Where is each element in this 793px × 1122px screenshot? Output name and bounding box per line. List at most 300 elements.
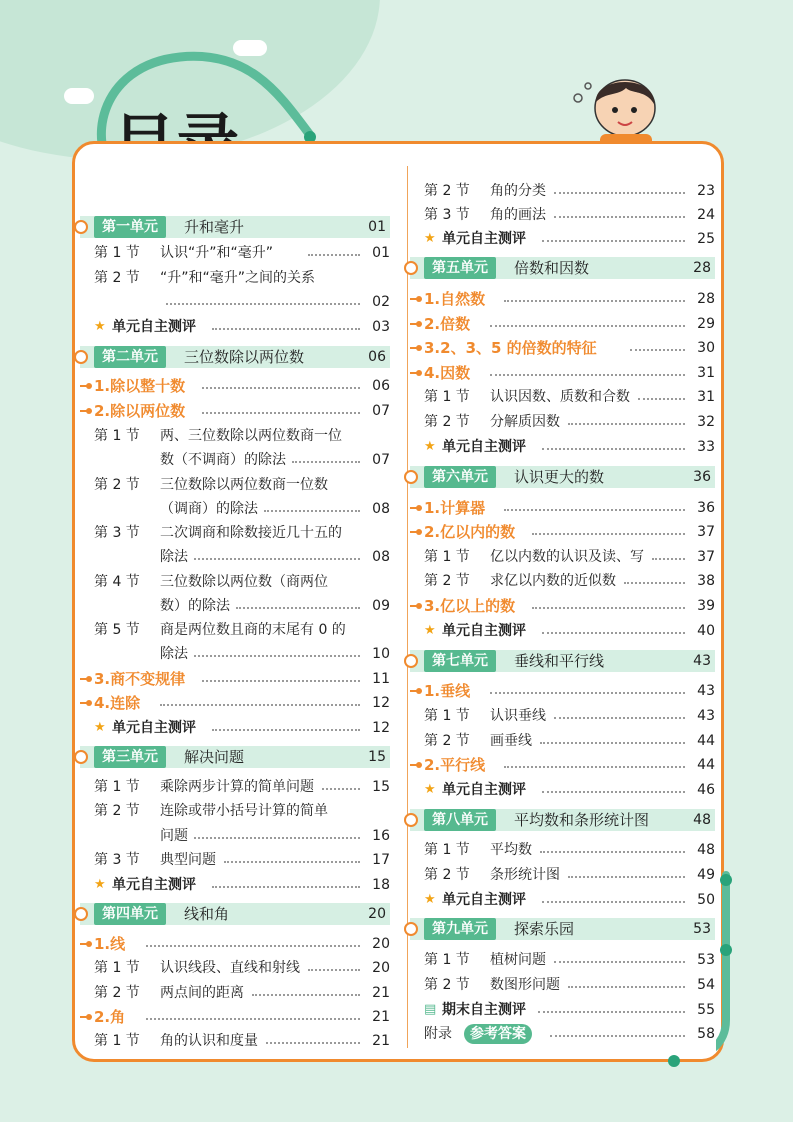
dot-leader	[202, 412, 360, 414]
page-number: 09	[372, 598, 390, 614]
toc-row	[410, 889, 715, 911]
bullet-icon	[416, 603, 422, 609]
toc-row	[410, 999, 715, 1021]
toc-row	[80, 498, 390, 520]
page-number: 06	[372, 378, 390, 394]
toc-row	[410, 337, 715, 359]
unit-title: 解决问题	[184, 748, 245, 766]
dot-leader	[308, 969, 360, 971]
page-number: 01	[372, 245, 390, 261]
section-title: 植树问题	[490, 952, 546, 968]
bullet-icon	[86, 408, 92, 414]
star-icon: ★	[424, 231, 436, 246]
star-icon: ★	[94, 720, 106, 735]
section-title: 认识线段、直线和射线	[160, 960, 300, 976]
bullet-icon	[74, 220, 88, 234]
page-number: 36	[693, 469, 711, 485]
toc-row	[410, 779, 715, 801]
toc-row	[410, 386, 715, 408]
toc-row	[80, 643, 390, 665]
test-title: 单元自主测评	[442, 623, 526, 639]
dot-leader	[212, 328, 360, 330]
unit-header	[410, 466, 715, 488]
toc-row	[80, 316, 390, 338]
section-title: 认识因数、质数和合数	[490, 389, 630, 405]
page-number: 11	[372, 671, 390, 687]
section-title: 角的分类	[490, 183, 546, 199]
dot-leader	[490, 325, 685, 327]
toc-row	[410, 839, 715, 861]
section-title: 三位数除以两位数（商两位	[160, 574, 328, 590]
toc-row	[410, 521, 715, 543]
page-number: 38	[697, 573, 715, 589]
section-title: 条形统计图	[490, 867, 560, 883]
unit-title: 升和毫升	[184, 218, 245, 236]
page-number: 21	[372, 1009, 390, 1025]
section-title: 乘除两步计算的简单问题	[160, 779, 314, 795]
page-number: 55	[697, 1002, 715, 1018]
dot-leader	[194, 837, 360, 839]
bullet-icon	[416, 345, 422, 351]
page-number: 39	[697, 598, 715, 614]
topic-title: 2.亿以内的数	[424, 523, 516, 541]
section-number: 第 3 节	[424, 207, 470, 223]
section-title-cont: 问题	[160, 828, 188, 844]
dot-leader	[224, 861, 360, 863]
section-number: 第 2 节	[424, 573, 470, 589]
unit-title: 垂线和平行线	[514, 652, 605, 670]
toc-row	[410, 180, 715, 202]
dot-leader	[166, 303, 360, 305]
page-number: 53	[697, 952, 715, 968]
page-number: 58	[697, 1026, 715, 1042]
dot-leader	[538, 1011, 685, 1013]
toc-row	[410, 288, 715, 310]
test-title: 期末自主测评	[442, 1002, 526, 1018]
page-number: 18	[372, 877, 390, 893]
dot-leader	[236, 607, 360, 609]
toc-row	[80, 849, 390, 871]
unit-title: 线和角	[184, 905, 230, 923]
toc-row	[80, 957, 390, 979]
unit-header	[410, 918, 715, 940]
test-title: 单元自主测评	[442, 892, 526, 908]
book-icon: ▤	[424, 1002, 437, 1017]
section-number: 第 1 节	[94, 1033, 140, 1049]
star-icon: ★	[424, 782, 436, 797]
dot-leader	[532, 533, 685, 535]
test-title: 单元自主测评	[442, 782, 526, 798]
page-number: 07	[372, 403, 390, 419]
topic-title: 2.倍数	[424, 315, 471, 333]
page-number: 28	[693, 260, 711, 276]
toc-row	[80, 692, 390, 714]
section-title: “升”和“毫升”之间的关系	[160, 270, 316, 286]
decor-dot	[668, 1055, 680, 1067]
dot-leader	[542, 901, 685, 903]
section-title: 认识垂线	[490, 708, 546, 724]
section-title-cont: （调商）的除法	[160, 501, 258, 517]
star-icon: ★	[424, 623, 436, 638]
page-number: 54	[697, 977, 715, 993]
topic-title: 1.垂线	[424, 682, 471, 700]
topic-title: 4.连除	[94, 694, 141, 712]
dot-leader	[252, 994, 360, 996]
toc-row	[410, 754, 715, 776]
bullet-icon	[416, 529, 422, 535]
unit-label: 第一单元	[94, 216, 166, 238]
toc-row	[410, 949, 715, 971]
toc-row	[80, 874, 390, 896]
toc-row	[410, 313, 715, 335]
page-number: 44	[697, 733, 715, 749]
section-title-cont: 数（不调商）的除法	[160, 452, 286, 468]
toc-row	[80, 267, 390, 289]
column-divider	[407, 166, 408, 1048]
toc-row	[410, 497, 715, 519]
appendix-label: 附录	[424, 1026, 452, 1042]
section-title: 二次调商和除数接近几十五的	[160, 525, 342, 541]
unit-label: 第七单元	[424, 650, 496, 672]
toc-row	[80, 474, 390, 496]
page-number: 36	[697, 500, 715, 516]
bullet-icon	[416, 505, 422, 511]
dot-leader	[532, 607, 685, 609]
section-number: 第 1 节	[94, 779, 140, 795]
page-number: 37	[697, 549, 715, 565]
dot-leader	[308, 254, 360, 256]
toc-row	[80, 800, 390, 822]
dot-leader	[504, 509, 685, 511]
test-title: 单元自主测评	[112, 319, 196, 335]
toc-row	[80, 1030, 390, 1052]
bullet-icon	[74, 750, 88, 764]
section-title: 数图形问题	[490, 977, 560, 993]
section-number: 第 2 节	[94, 985, 140, 1001]
section-number: 第 2 节	[424, 733, 470, 749]
section-title: 求亿以内数的近似数	[490, 573, 616, 589]
section-number: 第 5 节	[94, 622, 140, 638]
page-number: 08	[372, 501, 390, 517]
star-icon: ★	[424, 892, 436, 907]
section-title: 角的认识和度量	[160, 1033, 258, 1049]
toc-row	[410, 228, 715, 250]
unit-header	[80, 903, 390, 925]
page-number: 30	[697, 340, 715, 356]
unit-label: 第三单元	[94, 746, 166, 768]
page-number: 06	[368, 349, 386, 365]
section-number: 第 3 节	[94, 852, 140, 868]
page-number: 44	[697, 757, 715, 773]
page-number: 02	[372, 294, 390, 310]
dot-leader	[146, 945, 360, 947]
toc-row	[410, 362, 715, 384]
unit-label: 第二单元	[94, 346, 166, 368]
section-title: 两、三位数除以两位数商一位	[160, 428, 342, 444]
section-number: 第 1 节	[424, 549, 470, 565]
section-number: 第 2 节	[94, 803, 140, 819]
page-number: 25	[697, 231, 715, 247]
bullet-icon	[404, 654, 418, 668]
bullet-icon	[404, 813, 418, 827]
toc-row	[410, 864, 715, 886]
toc-row	[410, 1023, 715, 1045]
page-number: 17	[372, 852, 390, 868]
toc-row	[80, 571, 390, 593]
page-number: 10	[372, 646, 390, 662]
section-number: 第 2 节	[424, 867, 470, 883]
toc-row	[80, 546, 390, 568]
toc-row	[80, 375, 390, 397]
page-number: 48	[693, 812, 711, 828]
section-title: 典型问题	[160, 852, 216, 868]
topic-title: 1.线	[94, 935, 126, 953]
dot-leader	[624, 582, 685, 584]
dot-leader	[652, 558, 685, 560]
toc-row	[410, 411, 715, 433]
page-number: 48	[697, 842, 715, 858]
dot-leader	[568, 876, 685, 878]
toc-row	[80, 668, 390, 690]
answer-badge: 参考答案	[464, 1024, 532, 1044]
page-number: 43	[697, 708, 715, 724]
topic-title: 3.亿以上的数	[424, 597, 516, 615]
page-number: 31	[697, 389, 715, 405]
toc-row	[80, 595, 390, 617]
bullet-icon	[416, 296, 422, 302]
star-icon: ★	[94, 319, 106, 334]
unit-label: 第九单元	[424, 918, 496, 940]
dot-leader	[568, 986, 685, 988]
section-number: 第 2 节	[424, 183, 470, 199]
dot-leader	[504, 300, 685, 302]
page-number: 21	[372, 1033, 390, 1049]
page-number: 03	[372, 319, 390, 335]
section-title: 角的画法	[490, 207, 546, 223]
dot-leader	[490, 692, 685, 694]
toc-row	[80, 1006, 390, 1028]
section-number: 第 3 节	[94, 525, 140, 541]
unit-title: 认识更大的数	[514, 468, 605, 486]
dot-leader	[568, 423, 685, 425]
section-title-cont: 除法	[160, 646, 188, 662]
toc-row	[80, 425, 390, 447]
toc-row	[80, 449, 390, 471]
toc-row	[80, 291, 390, 313]
page-number: 31	[697, 365, 715, 381]
bullet-icon	[416, 321, 422, 327]
section-title: 画垂线	[490, 733, 532, 749]
page-number: 12	[372, 695, 390, 711]
page-number: 40	[697, 623, 715, 639]
toc-row	[410, 204, 715, 226]
star-icon: ★	[424, 439, 436, 454]
section-number: 第 1 节	[94, 428, 140, 444]
test-title: 单元自主测评	[442, 231, 526, 247]
dot-leader	[322, 788, 360, 790]
unit-label: 第五单元	[424, 257, 496, 279]
corner-swirl	[716, 870, 746, 1070]
dot-leader	[554, 216, 685, 218]
page-number: 12	[372, 720, 390, 736]
section-number: 第 1 节	[424, 842, 470, 858]
topic-title: 1.除以整十数	[94, 377, 186, 395]
dot-leader	[266, 1042, 360, 1044]
unit-title: 三位数除以两位数	[184, 348, 305, 366]
bullet-icon	[404, 470, 418, 484]
dot-leader	[146, 1018, 360, 1020]
toc-row	[410, 974, 715, 996]
page-number: 53	[693, 921, 711, 937]
dot-leader	[554, 717, 685, 719]
dot-leader	[542, 448, 685, 450]
topic-title: 3.商不变规律	[94, 670, 186, 688]
page-number: 37	[697, 524, 715, 540]
unit-header	[410, 809, 715, 831]
page-number: 15	[368, 749, 386, 765]
dot-leader	[160, 704, 360, 706]
section-number: 第 1 节	[424, 708, 470, 724]
page-number: 23	[697, 183, 715, 199]
test-title: 单元自主测评	[442, 439, 526, 455]
section-number: 第 2 节	[424, 414, 470, 430]
page-number: 20	[368, 906, 386, 922]
page-number: 49	[697, 867, 715, 883]
dot-leader	[554, 192, 685, 194]
page-number: 28	[697, 291, 715, 307]
dot-leader	[292, 461, 360, 463]
dot-leader	[540, 742, 685, 744]
section-number: 第 2 节	[94, 270, 140, 286]
toc-row	[410, 595, 715, 617]
toc-row	[80, 717, 390, 739]
page-number: 29	[697, 316, 715, 332]
page-number: 46	[697, 782, 715, 798]
section-number: 第 2 节	[94, 477, 140, 493]
section-number: 第 4 节	[94, 574, 140, 590]
page-number: 01	[368, 219, 386, 235]
unit-title: 倍数和因数	[514, 259, 590, 277]
section-title: 连除或带小括号计算的简单	[160, 803, 328, 819]
bullet-icon	[416, 370, 422, 376]
dot-leader	[194, 655, 360, 657]
bullet-icon	[86, 676, 92, 682]
toc-row	[80, 776, 390, 798]
bullet-icon	[86, 700, 92, 706]
bullet-icon	[74, 350, 88, 364]
toc-row	[80, 522, 390, 544]
bullet-icon	[416, 688, 422, 694]
dot-leader	[490, 374, 685, 376]
section-title: 平均数	[490, 842, 532, 858]
unit-header	[80, 216, 390, 238]
page-number: 16	[372, 828, 390, 844]
dot-leader	[638, 398, 685, 400]
bullet-icon	[416, 762, 422, 768]
dot-leader	[554, 961, 685, 963]
bullet-icon	[404, 922, 418, 936]
dot-leader	[540, 851, 685, 853]
unit-label: 第八单元	[424, 809, 496, 831]
dot-leader	[504, 766, 685, 768]
toc-row	[80, 825, 390, 847]
dot-leader	[264, 510, 360, 512]
dot-leader	[194, 558, 360, 560]
section-number: 第 2 节	[424, 977, 470, 993]
section-number: 第 1 节	[94, 960, 140, 976]
toc-row	[410, 680, 715, 702]
page-number: 07	[372, 452, 390, 468]
star-icon: ★	[94, 877, 106, 892]
test-title: 单元自主测评	[112, 720, 196, 736]
unit-header	[80, 346, 390, 368]
dot-leader	[542, 791, 685, 793]
bullet-icon	[86, 1014, 92, 1020]
section-title: 认识“升”和“毫升”	[160, 245, 274, 261]
page-number: 08	[372, 549, 390, 565]
page-number: 43	[693, 653, 711, 669]
dot-leader	[630, 349, 685, 351]
page-number: 32	[697, 414, 715, 430]
dot-leader	[550, 1035, 685, 1037]
page-number: 15	[372, 779, 390, 795]
toc-row	[410, 705, 715, 727]
section-number: 第 1 节	[94, 245, 140, 261]
section-title: 分解质因数	[490, 414, 560, 430]
toc-row	[410, 730, 715, 752]
topic-title: 4.因数	[424, 364, 471, 382]
section-title: 两点间的距离	[160, 985, 244, 1001]
unit-label: 第六单元	[424, 466, 496, 488]
section-title: 商是两位数且商的末尾有 0 的	[160, 622, 346, 638]
test-title: 单元自主测评	[112, 877, 196, 893]
toc-row	[80, 619, 390, 641]
unit-title: 探索乐园	[514, 920, 575, 938]
topic-title: 2.除以两位数	[94, 402, 186, 420]
page-number: 21	[372, 985, 390, 1001]
dot-leader	[542, 632, 685, 634]
topic-title: 1.计算器	[424, 499, 486, 517]
toc-row	[80, 400, 390, 422]
page-number: 24	[697, 207, 715, 223]
unit-header	[410, 650, 715, 672]
topic-title: 1.自然数	[424, 290, 486, 308]
page-number: 33	[697, 439, 715, 455]
toc-row	[80, 933, 390, 955]
bullet-icon	[86, 383, 92, 389]
topic-title: 3.2、3、5 的倍数的特征	[424, 339, 597, 357]
topic-title: 2.角	[94, 1008, 126, 1026]
page-number: 20	[372, 936, 390, 952]
bullet-icon	[86, 941, 92, 947]
dot-leader	[212, 729, 360, 731]
section-title-cont: 除法	[160, 549, 188, 565]
section-number: 第 1 节	[424, 389, 470, 405]
unit-header	[410, 257, 715, 279]
bullet-icon	[74, 907, 88, 921]
page-number: 20	[372, 960, 390, 976]
dot-leader	[212, 886, 360, 888]
toc-row	[80, 982, 390, 1004]
toc-row	[80, 242, 390, 264]
section-title-cont: 数）的除法	[160, 598, 230, 614]
page-number: 50	[697, 892, 715, 908]
toc-row	[410, 546, 715, 568]
dot-leader	[202, 680, 360, 682]
dot-leader	[202, 387, 360, 389]
dot-leader	[542, 240, 685, 242]
toc-row	[410, 436, 715, 458]
